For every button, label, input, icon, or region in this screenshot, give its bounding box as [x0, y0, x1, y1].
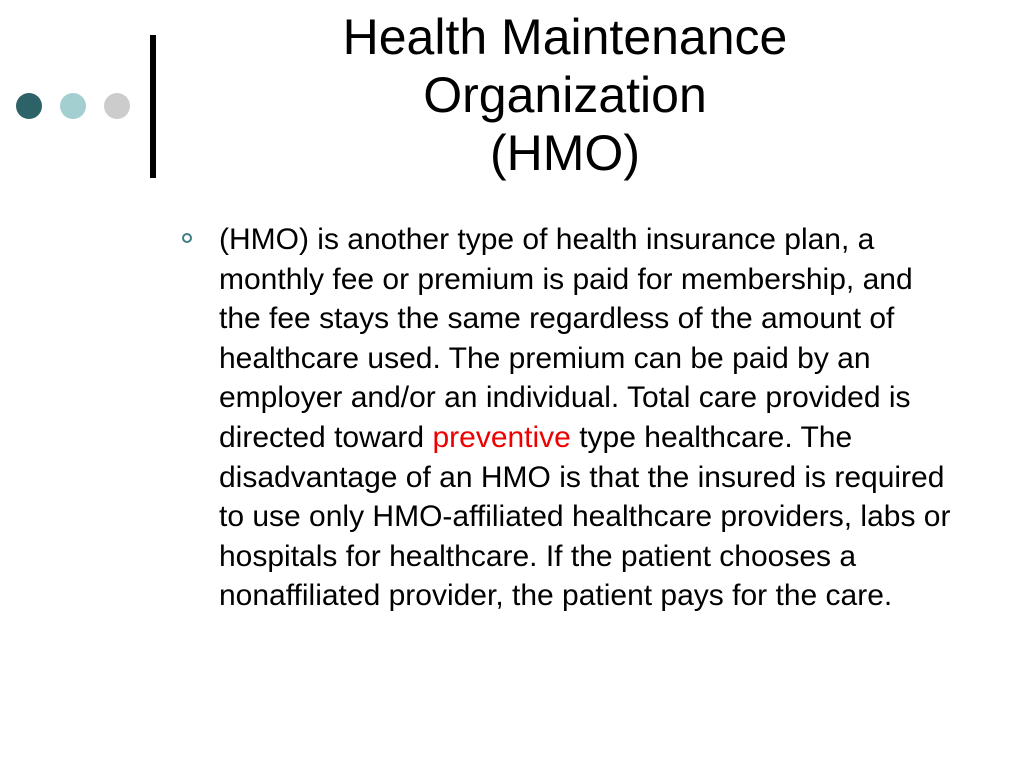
vertical-divider: [150, 35, 156, 178]
gray-dot-icon: [104, 93, 130, 119]
title-line-2: Organization: [423, 67, 707, 123]
light-teal-dot-icon: [60, 93, 86, 119]
title-line-1: Health Maintenance: [342, 9, 788, 65]
title-line-3: (HMO): [490, 125, 640, 181]
bullet-text-after: type healthcare. The disadvantage of an HMO is that the insured is required to use only HMO-affiliated healthcare providers, labs or hospitals for healthcare. If the patient chooses a nonaffiliated provider, the patient pays for the care.: [219, 420, 951, 613]
bullet-item: [182, 220, 962, 616]
slide-body: [182, 220, 962, 616]
decorative-dots: [16, 93, 134, 121]
highlighted-term: preventive: [432, 420, 571, 454]
dark-teal-dot-icon: [16, 93, 42, 119]
slide-title: [230, 8, 900, 182]
ring-bullet-icon: [182, 233, 192, 243]
bullet-text-before: (HMO) is another type of health insurance plan, a monthly fee or premium is paid for membership, and the fee stays the same regardless of the amount of healthcare used. The premium can be paid by an employer and/or an individual. Total care provided is directed toward: [219, 223, 913, 454]
